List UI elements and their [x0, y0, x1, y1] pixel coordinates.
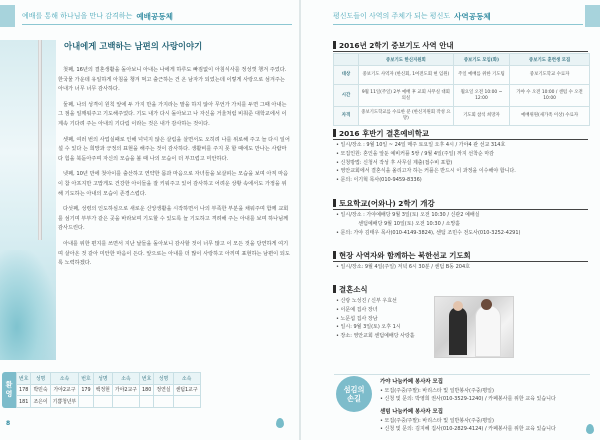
section-title: 2016 후반기 결혼예비학교: [333, 128, 429, 139]
header-tagline: 예배를 통해 하나님을 만나 감격하는: [22, 12, 133, 20]
header-title: 예배공동체: [136, 11, 174, 21]
table-header-row: 중보기도 한신지원회 중보기도 모임(화) 중보기도 훈련생 모집: [334, 54, 590, 66]
header-tab: [585, 5, 600, 27]
list-item: • 장소: 영안교회 센텀예배당 사랑홀: [336, 333, 415, 340]
left-page: [0, 0, 299, 440]
section-marker-icon: [333, 41, 336, 49]
section-bullets: [336, 211, 588, 237]
list-item: • 모집(주중/주말): 바리스타 및 일반봉사(주중/평일): [380, 387, 494, 394]
section-bullets: [336, 141, 588, 185]
wedding-couple-photo: [434, 296, 514, 358]
serving-hands-badge: 섬김의 손길: [336, 376, 372, 412]
section-divider: [333, 261, 588, 262]
volunteer-notice-gaya: [380, 378, 590, 404]
article-paragraph: 둘째, 나의 성격이 원칙 앞에 두 가지 만을 가지라는 말을 하지 않아 무언가 가치를 두면 그때 아내는 그 점을 일깨워주고 기도해주었다. 기도 내가 다시 돌아보고 나 자신을 거울처럼 비춰준 대학교에서 이 계속 기다려 주는 아내의 기다림 이라는 것은 내가 감사하는 것이다.: [58, 101, 287, 127]
list-item: • 모집인원: 혼인을 앞둔 예비커플 5쌍 / 9월 4일(주일) 까지 선착순 마감: [336, 150, 494, 157]
section-divider: [334, 374, 590, 375]
table-row: 178 박민숙 가야2교구 179 백정현 가야2교구 180 정연실 센텀1교구: [17, 384, 201, 396]
section-title: 토요학교(어와나) 2학기 개강: [333, 198, 435, 209]
list-item: • 신청 및 문의: 김지혜 집사(010-2829-4124) / 카페봉사를 위한 교육 있습니다: [380, 426, 556, 433]
list-item: • 영안교회에서 결혼식을 올리고자 하는 커플은 반드시 이 과정을 이수해야 합니다.: [336, 168, 516, 175]
header-title: 사역공동체: [454, 11, 491, 21]
article-title: 아내에게 고백하는 남편의 사랑이야기: [64, 41, 203, 51]
article-paragraph: 셋째, 여러 번의 사업실패로 인해 넉넉지 않은 살림을 살면서도 오히려 나를 위로해 주고 늘 다시 일어설 수 있다 는 희망과 긍정의 표현을 해주는 것이 감사하다. 생활비를 주지 못 할 때에도 만나는 사람마다 힘을 북돋아주며 자신의 모습을 볼 때 나의 모습이 더 부끄럽고 미안하다.: [58, 136, 290, 162]
lighthouse-pole-graphic: [38, 40, 42, 240]
welcome-badge: 환 영: [2, 372, 16, 408]
list-item: • 일시/장소: 9월 4일(주일) 저녁 6시 30분 / 센텀 B동 204호: [336, 264, 470, 270]
notice-title: 가야 나눔카페 봉사자 모집: [380, 379, 443, 385]
list-item: • 일시: 9월 3일(토) 오후 1시: [336, 324, 401, 331]
article-paragraph: 다섯째, 성령의 인도하심으로 새로운 신앙생활을 시작하면서 나의 부족한 부분을 채워주며 함께 교회를 섬기며 부부가 같은 곳을 바라보며 기도할 수 있도록 늘 기도하고 격려해 주는 아내를 보며 하나님께 감사드린다.: [58, 206, 289, 232]
prayer-schedule-table: [333, 53, 590, 126]
leaf-icon: [276, 418, 284, 428]
section-divider: [333, 209, 588, 210]
header-tab: [0, 5, 15, 27]
table-row: 시간 9월 11일(주일) 2부 예배 후 교회 사무실 대회의실 월요일 오전 10:00 ~ 12:00 가야 수 오전 10:00 / 센텀 수 오전 10:00: [334, 85, 590, 107]
list-item: • 문의: 가야 김태우 목사(010-4149-3824), 센텀 조민수 전도사(010-3252-4291): [336, 229, 521, 236]
section-marker-icon: [333, 285, 336, 293]
article-paragraph: 첫째, 16년의 결혼생활을 돌아보니 아내는 나에게 하루도 빠짐없이 아침식사를 정성껏 챙겨 주었다. 한국물 가운데 유일하게 아침을 챙겨 먹고 출근하는 건 온 남자가 되었는데 이렇게 사랑으로 섬겨주는 아내가 너무 너무 감사하다.: [58, 67, 287, 93]
volunteer-notice-centum: [380, 408, 590, 434]
table-row: 181 조은이 기쁨청년부: [17, 396, 201, 408]
section-title: 2016년 2학기 중보기도 사역 안내: [333, 40, 454, 51]
welcome-newcomers: [2, 372, 262, 408]
article-paragraph: 아내를 위한 편지를 쓰면서 지난 날들을 돌아보니 감사할 것이 너무 많고 이 모든 것을 당연하게 여기며 살아온 것 같아 미안한 마음이 든다. 앞으로는 아내를 더 많이 사랑하고 아끼며 표현하는 남편이 되도록 노력하겠다.: [58, 240, 290, 267]
header-tagline: 평신도들이 사역의 주체가 되는 평신도: [333, 12, 451, 20]
section-title: 현장 사역자와 함께하는 북한선교 기도회: [333, 250, 471, 261]
table-row: 대상 중보기도 사역자 (한신회, 1여전도회 현 임원) 주일 예배를 위한 기도팀 중보기도학교 수료자: [334, 66, 590, 85]
list-item: • 신청방법: 신청서 작성 후 사무실 제출(접수비 포함): [336, 159, 453, 166]
section-divider: [333, 51, 588, 52]
list-item: • 모집(주중/주말): 바리스타 및 일반봉사(주중/평일): [380, 417, 494, 424]
section-title: 결혼소식: [333, 284, 368, 295]
section-marker-icon: [333, 251, 336, 259]
section-marker-icon: [333, 199, 336, 207]
page-number: 8: [6, 420, 11, 427]
list-item: • 일시/장소 : 9월 10일 ~ 24일 매주 토요일 오후 4시 / 가야4 관 선교 314호: [336, 142, 506, 148]
section-bullets: [336, 263, 588, 272]
right-header: [333, 9, 491, 23]
welcome-table: [16, 372, 201, 408]
list-item: • 이문예 집사 장녀: [336, 306, 378, 313]
list-item: • 문의: 이기혁 목사(010-9459-8336): [336, 177, 422, 184]
left-header: [22, 9, 173, 23]
article-paragraph: 넷째, 10년 만에 첫아이를 출산하고 연약한 몸과 마음으로 자녀들을 보살피는 모습을 보며 아직 마음이 참 아프지만 고맙게도 건강한 아이들을 잘 키워주고 있어 감사하고 어려운 상황 속에서도 가정을 위해 기도하는 아내의 모습이 존경스럽다.: [58, 171, 289, 197]
notice-title: 센텀 나눔카페 봉사자 모집: [380, 409, 443, 415]
table-header-row: 번호 성명 소속 번호 성명 소속 번호 성명 소속: [17, 373, 201, 385]
list-item: • 신청 및 문의: 박영희 권사(010-3529-1240) / 카페봉사를 위한 교육 있습니다: [380, 396, 556, 403]
leaf-icon: [586, 424, 594, 434]
section-bullets: [336, 297, 432, 341]
list-item: • 일시/장소 : 가야예배당 9월 3일(토) 오전 10:30 / 신관2 예배실: [336, 212, 480, 218]
header-divider: [22, 24, 292, 25]
header-divider: [333, 24, 583, 25]
wave-graphic: [0, 250, 56, 360]
list-item: 센텀예배당 9월 10일(토) 오전 10:30 / 소망홀: [336, 220, 461, 227]
table-row: 자격 중보기도학교를 수료한 분 (한신지원회 작성 요망) 기도회 참석 희망자 예배위원(새가족 이상) 수료자: [334, 107, 590, 126]
section-marker-icon: [333, 129, 336, 137]
section-divider: [333, 139, 588, 140]
list-item: • 신랑 노성진 / 신부 우효선: [336, 298, 397, 304]
article-body: [58, 66, 291, 275]
list-item: • 노문섭 집사 장남: [336, 315, 378, 322]
